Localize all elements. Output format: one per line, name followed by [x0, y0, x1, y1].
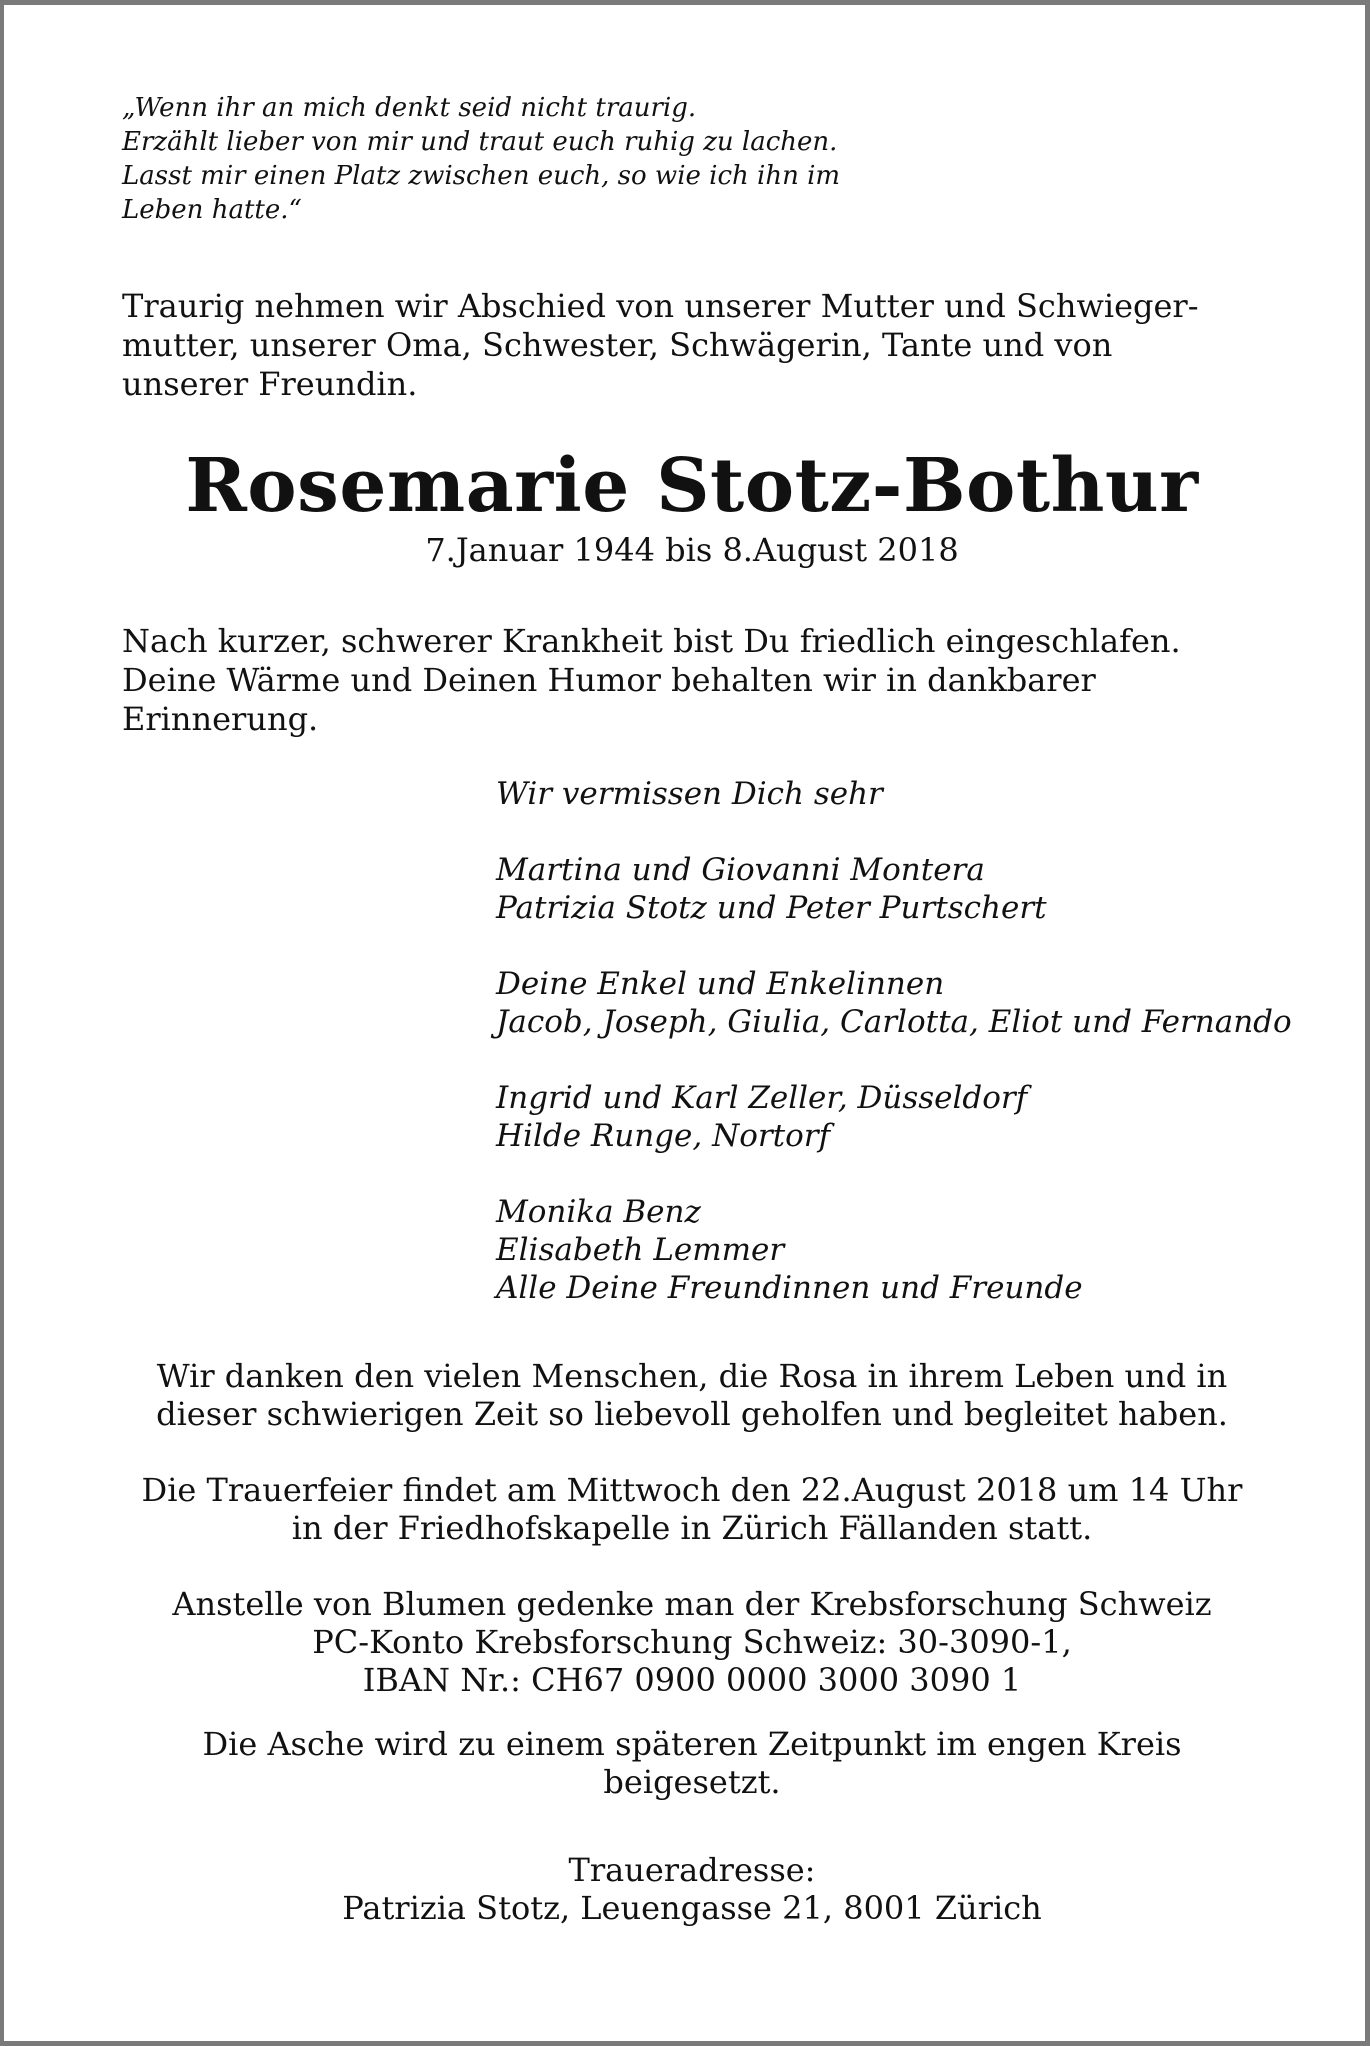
notice-line: dieser schwierigen Zeit so liebevoll geholfen und begleitet haben.	[156, 1395, 1228, 1433]
notices	[104, 1357, 1280, 1927]
notice-line: beigesetzt.	[603, 1763, 781, 1801]
notice-line: IBAN Nr.: CH67 0900 0000 3000 3090 1	[362, 1661, 1022, 1699]
notice-line: Die Trauerfeier findet am Mittwoch den 22.August 2018 um 14 Uhr	[141, 1471, 1243, 1509]
mourner-line: Elisabeth Lemmer	[496, 1232, 785, 1268]
notice-line: in der Friedhofskapelle in Zürich Fällanden statt.	[291, 1509, 1093, 1547]
motto-line: Erzählt lieber von mir und traut euch ruhig zu lachen.	[122, 127, 838, 157]
mourner-line: Jacob, Joseph, Giulia, Carlotta, Eliot und Fernando	[496, 1004, 1292, 1040]
thanks-notice	[104, 1357, 1280, 1433]
mourners-list	[496, 775, 1292, 1307]
notice-line: PC-Konto Krebsforschung Schweiz: 30-3090-1,	[312, 1623, 1072, 1661]
donation-notice	[104, 1585, 1280, 1699]
mourner-line: Alle Deine Freundinnen und Freunde	[496, 1270, 1083, 1306]
mourner-line: Ingrid und Karl Zeller, Düsseldorf	[496, 1080, 1028, 1116]
message-line: Deine Wärme und Deinen Humor behalten wir in dankbarer	[122, 661, 1096, 699]
motto-quote	[122, 91, 882, 227]
intro-text	[122, 287, 1262, 404]
mourner-line: Hilde Runge, Nortorf	[496, 1118, 831, 1154]
message-line: Nach kurzer, schwerer Krankheit bist Du friedlich eingeschlafen.	[122, 622, 1181, 660]
notice-line: Anstelle von Blumen gedenke man der Krebsforschung Schweiz	[172, 1585, 1212, 1623]
mourner-group	[496, 851, 1262, 927]
notice-line: Die Asche wird zu einem späteren Zeitpunkt im engen Kreis	[202, 1725, 1182, 1763]
burial-notice	[104, 1725, 1280, 1801]
mourner-group	[496, 965, 1292, 1041]
address-label: Traueradresse:	[568, 1851, 816, 1889]
deceased-name: Rosemarie Stotz-Bothur	[185, 443, 1199, 529]
mourner-group	[496, 1193, 1262, 1307]
intro-line: unserer Freundin.	[122, 365, 418, 403]
mourner-group	[496, 775, 1262, 813]
notice-line: Wir danken den vielen Menschen, die Rosa in ihrem Leben und in	[156, 1357, 1228, 1395]
intro-line: Traurig nehmen wir Abschied von unserer Mutter und Schwieger-	[122, 287, 1199, 325]
motto-line: Leben hatte.“	[122, 195, 302, 225]
mourning-address	[104, 1851, 1280, 1927]
life-dates: 7.Januar 1944 bis 8.August 2018	[425, 531, 959, 569]
obituary-content	[122, 91, 1292, 1965]
motto-line: „Wenn ihr an mich denkt seid nicht traurig.	[122, 93, 697, 123]
farewell-message	[122, 622, 1262, 739]
mourner-line: Patrizia Stotz und Peter Purtschert	[496, 890, 1047, 926]
motto-line: Lasst mir einen Platz zwischen euch, so wie ich ihn im	[122, 161, 841, 191]
intro-line: mutter, unserer Oma, Schwester, Schwägerin, Tante und von	[122, 326, 1113, 364]
mourner-line: Monika Benz	[496, 1194, 701, 1230]
message-line: Erinnerung.	[122, 700, 319, 738]
mourner-line: Wir vermissen Dich sehr	[496, 776, 883, 812]
mourner-line: Deine Enkel und Enkelinnen	[496, 966, 945, 1002]
address-line: Patrizia Stotz, Leuengasse 21, 8001 Zürich	[342, 1889, 1042, 1927]
service-notice	[104, 1471, 1280, 1547]
mourner-group	[496, 1079, 1262, 1155]
mourner-line: Martina und Giovanni Montera	[496, 852, 985, 888]
obituary-page	[4, 5, 1365, 2041]
